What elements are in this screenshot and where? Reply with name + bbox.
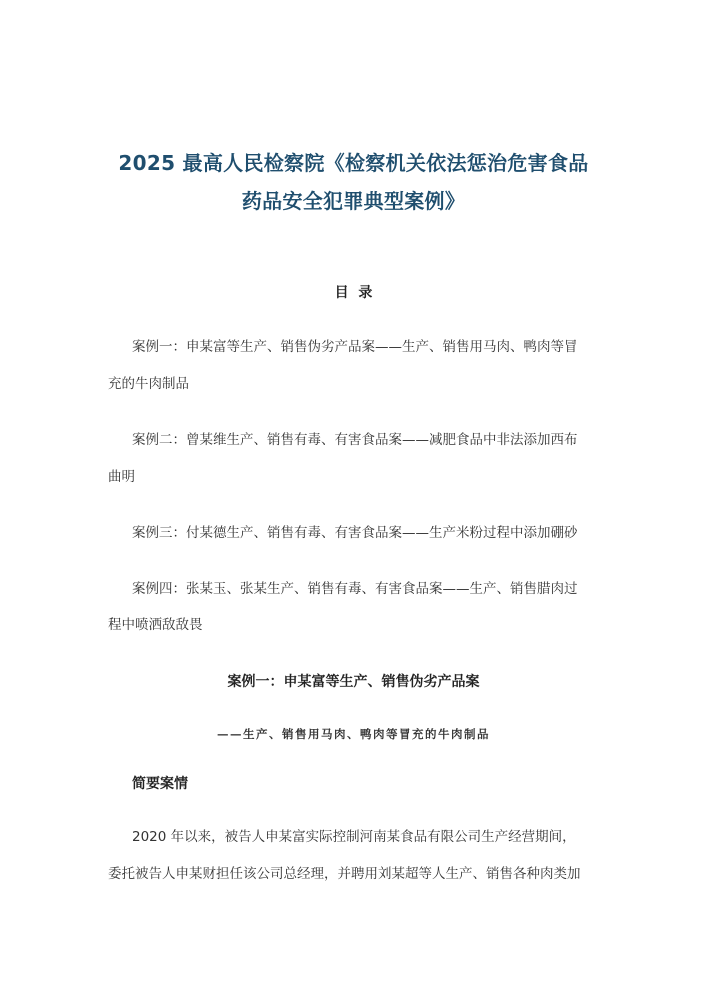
toc-item-1-line-2: 充的牛肉制品 <box>108 376 189 392</box>
toc-item-2-line-1: 案例二：曾某维生产、销售有毒、有害食品案——减肥食品中非法添加西布 <box>132 432 578 448</box>
toc-item-4-line-2: 程中喷洒敌敌畏 <box>108 617 203 633</box>
toc-item-1-line-1: 案例一：申某富等生产、销售伪劣产品案——生产、销售用马肉、鸭肉等冒 <box>132 339 578 355</box>
case-1-heading: 案例一：申某富等生产、销售伪劣产品案 <box>227 674 480 690</box>
case-1-paragraph-line-2: 委托被告人申某财担任该公司总经理，并聘用刘某超等人生产、销售各种肉类加 <box>108 866 581 882</box>
toc-item-3-line-1: 案例三：付某德生产、销售有毒、有害食品案——生产米粉过程中添加硼砂 <box>132 525 578 541</box>
case-1-paragraph-line-1: 2020 年以来，被告人申某富实际控制河南某食品有限公司生产经营期间， <box>132 829 576 845</box>
document-title-line-2: 药品安全犯罪典型案例》 <box>241 189 466 213</box>
toc-item-2-line-2: 曲明 <box>108 469 135 485</box>
section-heading-summary: 简要案情 <box>132 776 188 792</box>
toc-heading: 目 录 <box>334 285 373 301</box>
case-1-subheading: ——生产、销售用马肉、鸭肉等冒充的牛肉制品 <box>217 727 490 741</box>
toc-item-4-line-1: 案例四：张某玉、张某生产、销售有毒、有害食品案——生产、销售腊肉过 <box>132 581 578 597</box>
document-title-line-1: 2025 最高人民检察院《检察机关依法惩治危害食品 <box>118 151 589 175</box>
